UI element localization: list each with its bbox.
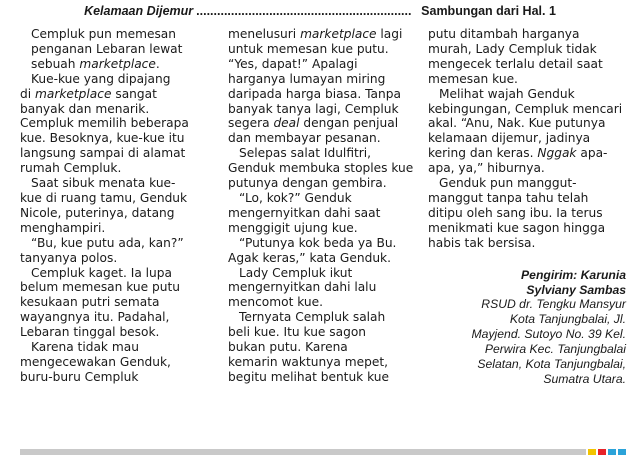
footer-color-square (618, 449, 626, 455)
paragraph: Cempluk pun memesan penganan Lebaran lewat sebuah marketplace. (31, 27, 183, 71)
continuation-note: Sambungan dari Hal. 1 (421, 4, 556, 18)
paragraph: Saat sibuk menata kue- kue di ruang tamu, Genduk Nicole, puterinya, datang menghampiri. (20, 176, 188, 235)
footer-color-square (588, 449, 596, 455)
sender-credit (428, 268, 626, 387)
text-column-3 (428, 27, 626, 387)
header-leader-dots: .............................................................. (196, 4, 412, 18)
sender-address-line: Kota Tanjungbalai, Jl. (509, 312, 626, 327)
paragraph: “Bu, kue putu ada, kan?” tanyanya polos. (20, 235, 184, 265)
sender-address-line: Mayjend. Sutoyo No. 39 Kel. (471, 327, 626, 342)
paragraph: Karena tidak mau mengecewakan Genduk, buru-buru Cempluk (20, 340, 171, 384)
footer-color-bar (20, 449, 626, 455)
sender-name-line-2: Sylviany Sambas (526, 282, 626, 297)
paragraph: Cempluk kaget. Ia lupa belum memesan kue putu kesukaan putri semata wayangnya itu. Padahal, Lebaran tinggal besok. (20, 265, 180, 340)
paragraph: “Lo, kok?” Genduk mengernyitkan dahi saat menggigit ujung kue. (228, 190, 381, 235)
footer-gray-strip (20, 449, 586, 455)
story-title: Kelamaan Dijemur (84, 4, 194, 18)
sender-address-line: Perwira Kec. Tanjungbalai (484, 342, 626, 357)
paragraph: Lady Cempluk ikut mengernyitkan dahi lalu mencomot kue. (228, 265, 377, 310)
paragraph: Kue-kue yang dipajang di marketplace sangat banyak dan menarik. Cempluk memilih beberapa kue. Besoknya, kue-kue itu langsung sampai di alamat rumah Cempluk. (20, 71, 189, 176)
text-column-2 (228, 27, 421, 385)
footer-color-square (608, 449, 616, 455)
sender-address-line: RSUD dr. Tengku Mansyur (481, 297, 626, 312)
sender-address-line: Sumatra Utara. (543, 371, 626, 386)
sender-name-line-1: Pengirim: Karunia (521, 267, 626, 282)
paragraph: menelusuri marketplace lagi untuk memesan kue putu. “Yes, dapat!” Apalagi harganya lumayan miring daripada harga biasa. Tanpa banyak tanya lagi, Cempluk segera deal dengan penjual dan membayar pesanan. (228, 27, 403, 146)
text-column-1 (20, 27, 213, 385)
paragraph: putu ditambah harganya murah, Lady Cempluk tidak mengecek terlalu detail saat memesan kue. (428, 27, 603, 86)
sender-address-line: Selatan, Kota Tanjungbalai, (477, 357, 626, 372)
footer-color-square (598, 449, 606, 455)
paragraph: Ternyata Cempluk salah beli kue. Itu kue sagon bukan putu. Karena kemarin waktunya mepet, begitu melihat bentuk kue (228, 310, 390, 384)
paragraph: Genduk pun manggut- manggut tanpa tahu telah ditipu oleh sang ibu. Ia terus menikmati kue sagon hingga habis tak bersisa. (428, 176, 606, 250)
paragraph: Selepas salat Idulfitri, Genduk membuka stoples kue putunya dengan gembira. (228, 146, 414, 191)
page-header (0, 0, 640, 22)
paragraph: Melihat wajah Genduk kebingungan, Cempluk mencari akal. “Anu, Nak. Kue putunya kelamaan dijemur, jadinya kering dan keras. Nggak apa- apa, ya,” hiburnya. (428, 86, 623, 176)
paragraph: “Putunya kok beda ya Bu. Agak keras,” kata Genduk. (228, 235, 397, 265)
